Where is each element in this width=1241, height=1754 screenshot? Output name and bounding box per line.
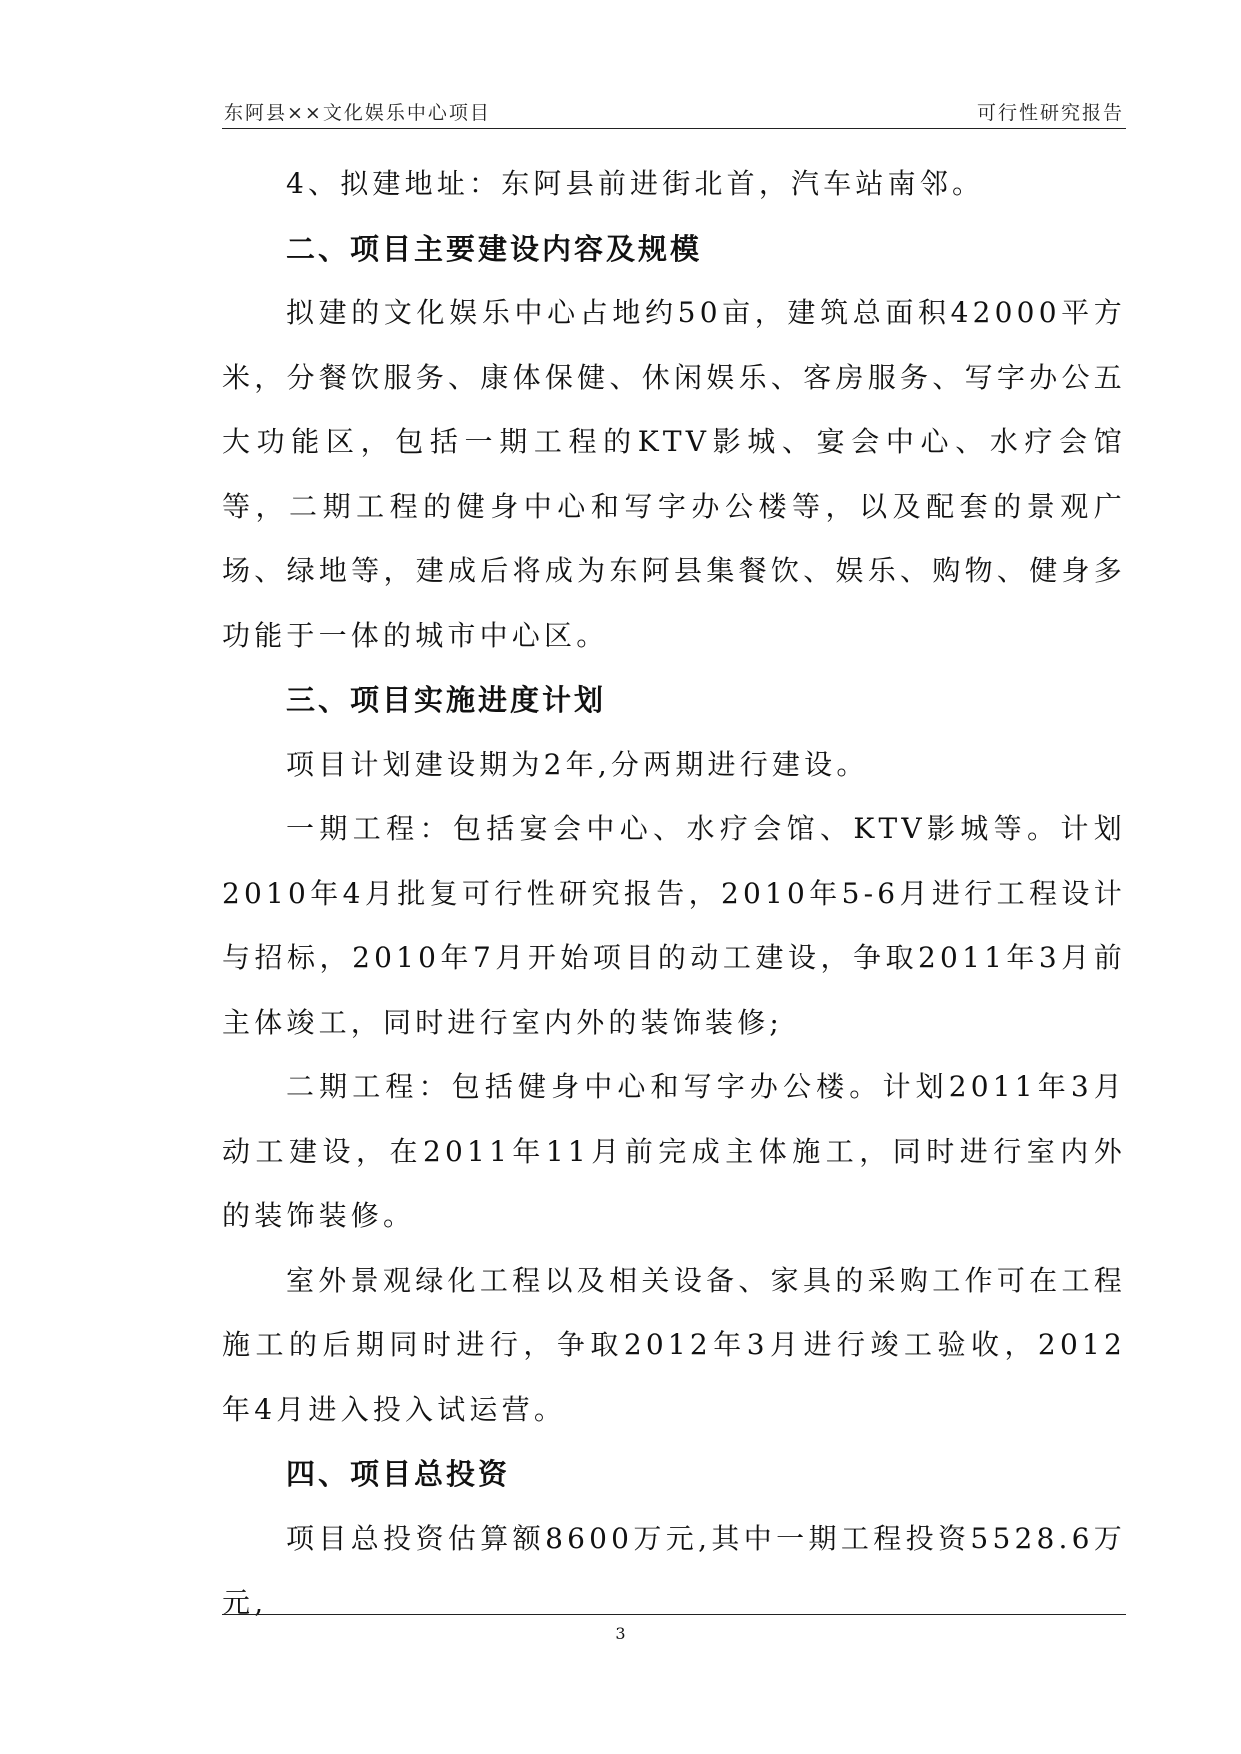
paragraph-phase-two: 二期工程：包括健身中心和写字办公楼。计划2011年3月动工建设，在2011年11月前完成主体施工，同时进行室内外的装饰装修。 — [222, 1070, 1126, 1232]
paragraph-landscaping: 室外景观绿化工程以及相关设备、家具的采购工作可在工程施工的后期同时进行，争取2012年3月进行竣工验收，2012年4月进入投入试运营。 — [222, 1263, 1126, 1426]
section-heading-construction-scale: 二、项目主要建设内容及规模 — [286, 231, 703, 266]
section-heading-schedule: 三、项目实施进度计划 — [286, 683, 607, 717]
paragraph-phase-one: 一期工程：包括宴会中心、水疗会馆、KTV影城等。计划2010年4月批复可行性研究报告，2010年5-6月进行工程设计与招标，2010年7月开始项目的动工建设，争取2011年3月前主体竣工，同时进行室内外的装饰装修; — [222, 812, 1126, 1039]
header-report-title: 可行性研究报告 — [976, 102, 1124, 124]
paragraph-construction-period: 项目计划建设期为2年,分两期进行建设。 — [286, 747, 869, 781]
page-header — [222, 92, 1126, 129]
paragraph-total-investment: 项目总投资估算额8600万元,其中一期工程投资5528.6万元, — [222, 1521, 1126, 1619]
header-project-title: 东阿县××文化娱乐中心项目 — [224, 102, 491, 124]
paragraph-construction-scale: 拟建的文化娱乐中心占地约50亩，建筑总面积42000平方米，分餐饮服务、康体保健、休闲娱乐、客房服务、写字办公五大功能区，包括一期工程的KTV影城、宴会中心、水疗会馆等，二期工程的健身中心和写字办公楼等，以及配套的景观广场、绿地等，建成后将成为东阿县集餐饮、娱乐、购物、健身多功能于一体的城市中心区。 — [222, 296, 1126, 652]
document-body — [222, 152, 1126, 1636]
paragraph-site-address: 4、拟建地址：东阿县前进街北首，汽车站南邻。 — [286, 167, 985, 200]
page-number: 3 — [615, 1624, 626, 1643]
section-heading-investment: 四、项目总投资 — [286, 1457, 511, 1491]
footer-divider — [222, 1614, 1126, 1615]
